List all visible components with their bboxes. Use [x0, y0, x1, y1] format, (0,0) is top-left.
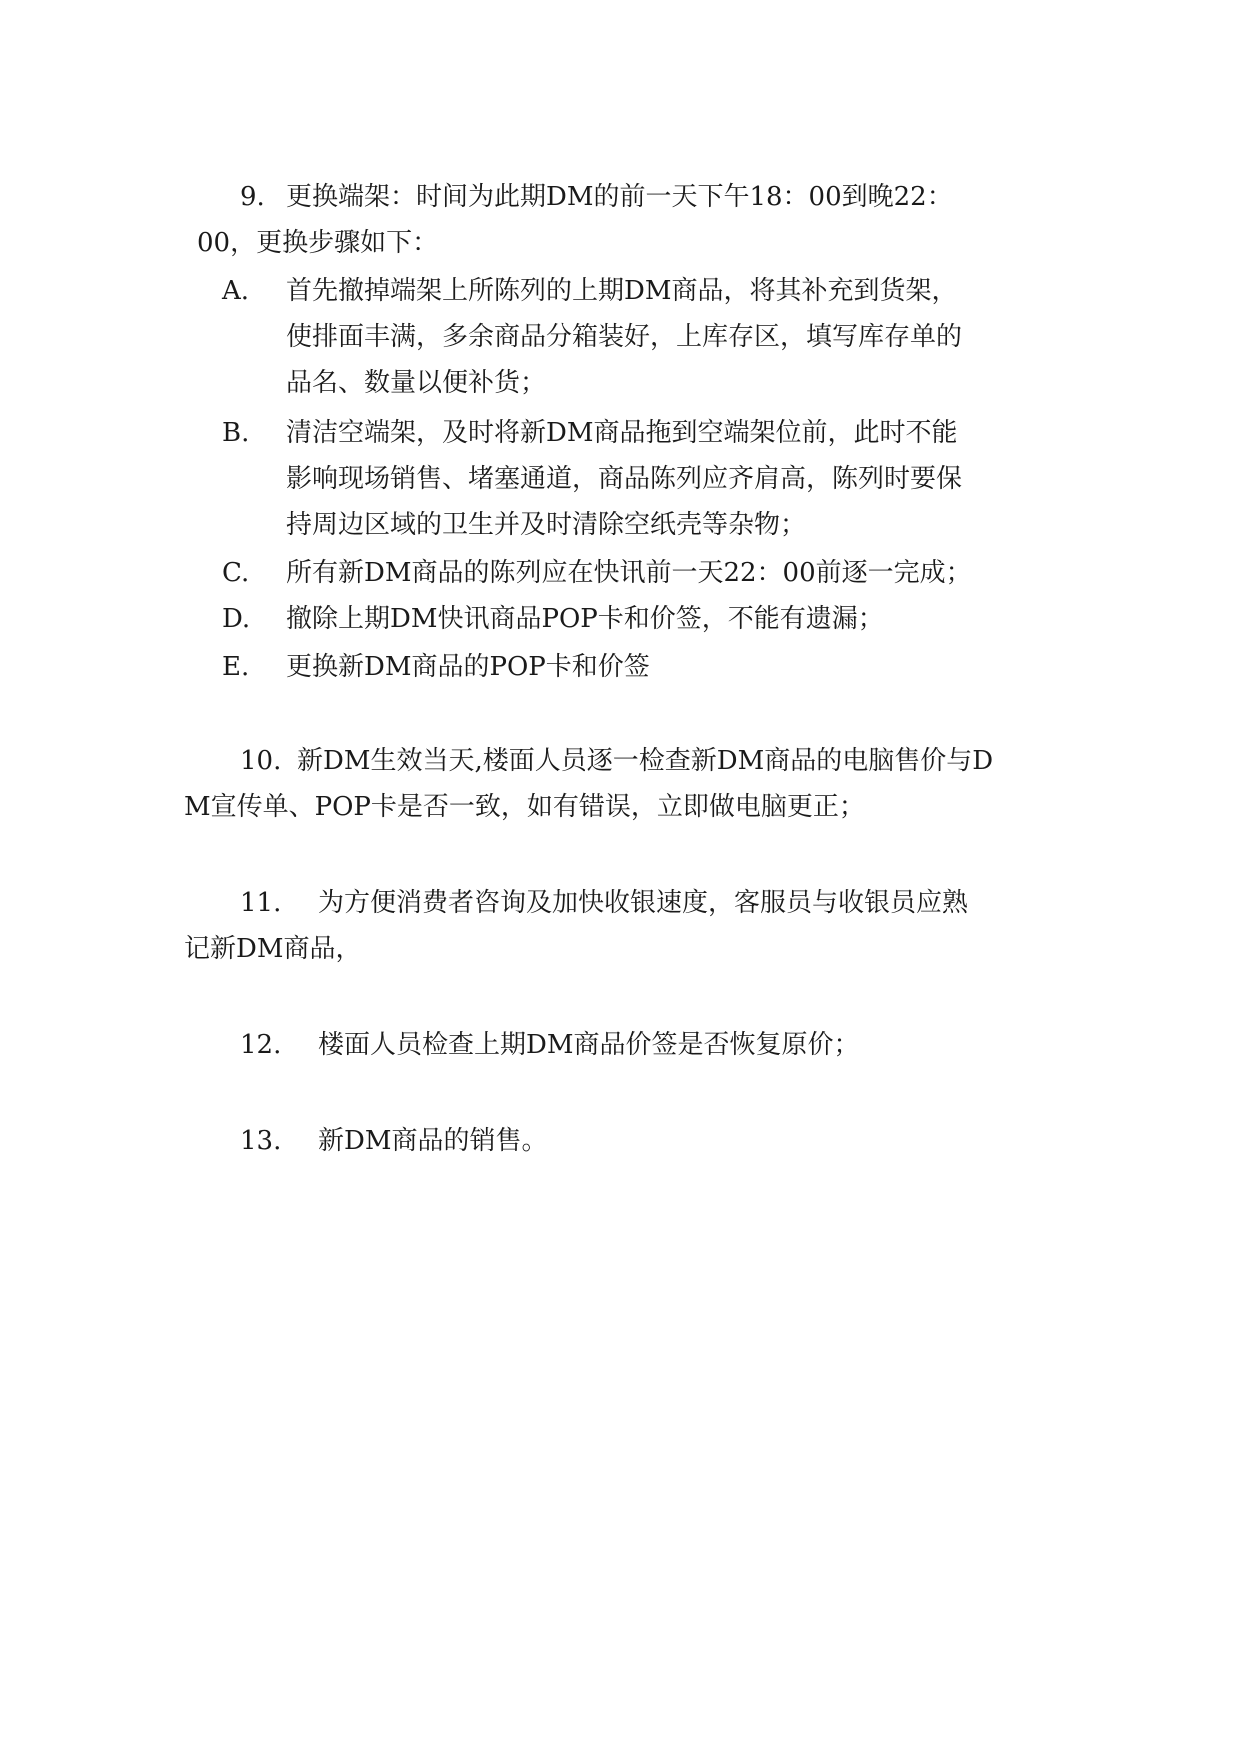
- paragraph-line: 新DM商品的销售。: [318, 1126, 548, 1156]
- item-number: 9.: [240, 182, 265, 212]
- paragraph-line: 楼面人员检查上期DM商品价签是否恢复原价；: [318, 1030, 860, 1060]
- paragraph-line: 00，更换步骤如下：: [197, 228, 439, 258]
- step-line: 更换新DM商品的POP卡和价签: [286, 652, 650, 682]
- step-letter: B.: [222, 418, 250, 448]
- step-line: 首先撤掉端架上所陈列的上期DM商品，将其补充到货架，: [286, 276, 958, 306]
- step-letter: C.: [222, 558, 250, 588]
- item-number: 11.: [240, 888, 282, 918]
- paragraph-line: 为方便消费者咨询及加快收银速度，客服员与收银员应熟: [318, 888, 969, 918]
- paragraph-line: 新DM生效当天,楼面人员逐一检查新DM商品的电脑售价与D: [297, 746, 994, 776]
- paragraph-line: 更换端架：时间为此期DM的前一天下午18：00到晚22：: [286, 182, 953, 212]
- step-letter: D.: [222, 604, 251, 634]
- step-line: 使排面丰满，多余商品分箱装好，上库存区，填写库存单的: [286, 322, 963, 352]
- step-line: 持周边区域的卫生并及时清除空纸壳等杂物；: [286, 510, 807, 540]
- step-line: 清洁空端架，及时将新DM商品拖到空端架位前，此时不能: [286, 418, 958, 448]
- paragraph-line: 记新DM商品，: [184, 934, 362, 964]
- step-line: 品名、数量以便补货；: [286, 368, 547, 398]
- item-number: 12.: [240, 1030, 282, 1060]
- step-letter: E.: [222, 652, 250, 682]
- item-number: 10.: [240, 746, 282, 776]
- item-number: 13.: [240, 1126, 282, 1156]
- step-line: 影响现场销售、堵塞通道，商品陈列应齐肩高，陈列时要保: [286, 464, 963, 494]
- step-letter: A.: [222, 276, 250, 306]
- step-line: 所有新DM商品的陈列应在快讯前一天22：00前逐一完成；: [286, 558, 972, 588]
- step-line: 撤除上期DM快讯商品POP卡和价签，不能有遗漏；: [286, 604, 884, 634]
- paragraph-line: M宣传单、POP卡是否一致，如有错误，立即做电脑更正；: [184, 792, 865, 822]
